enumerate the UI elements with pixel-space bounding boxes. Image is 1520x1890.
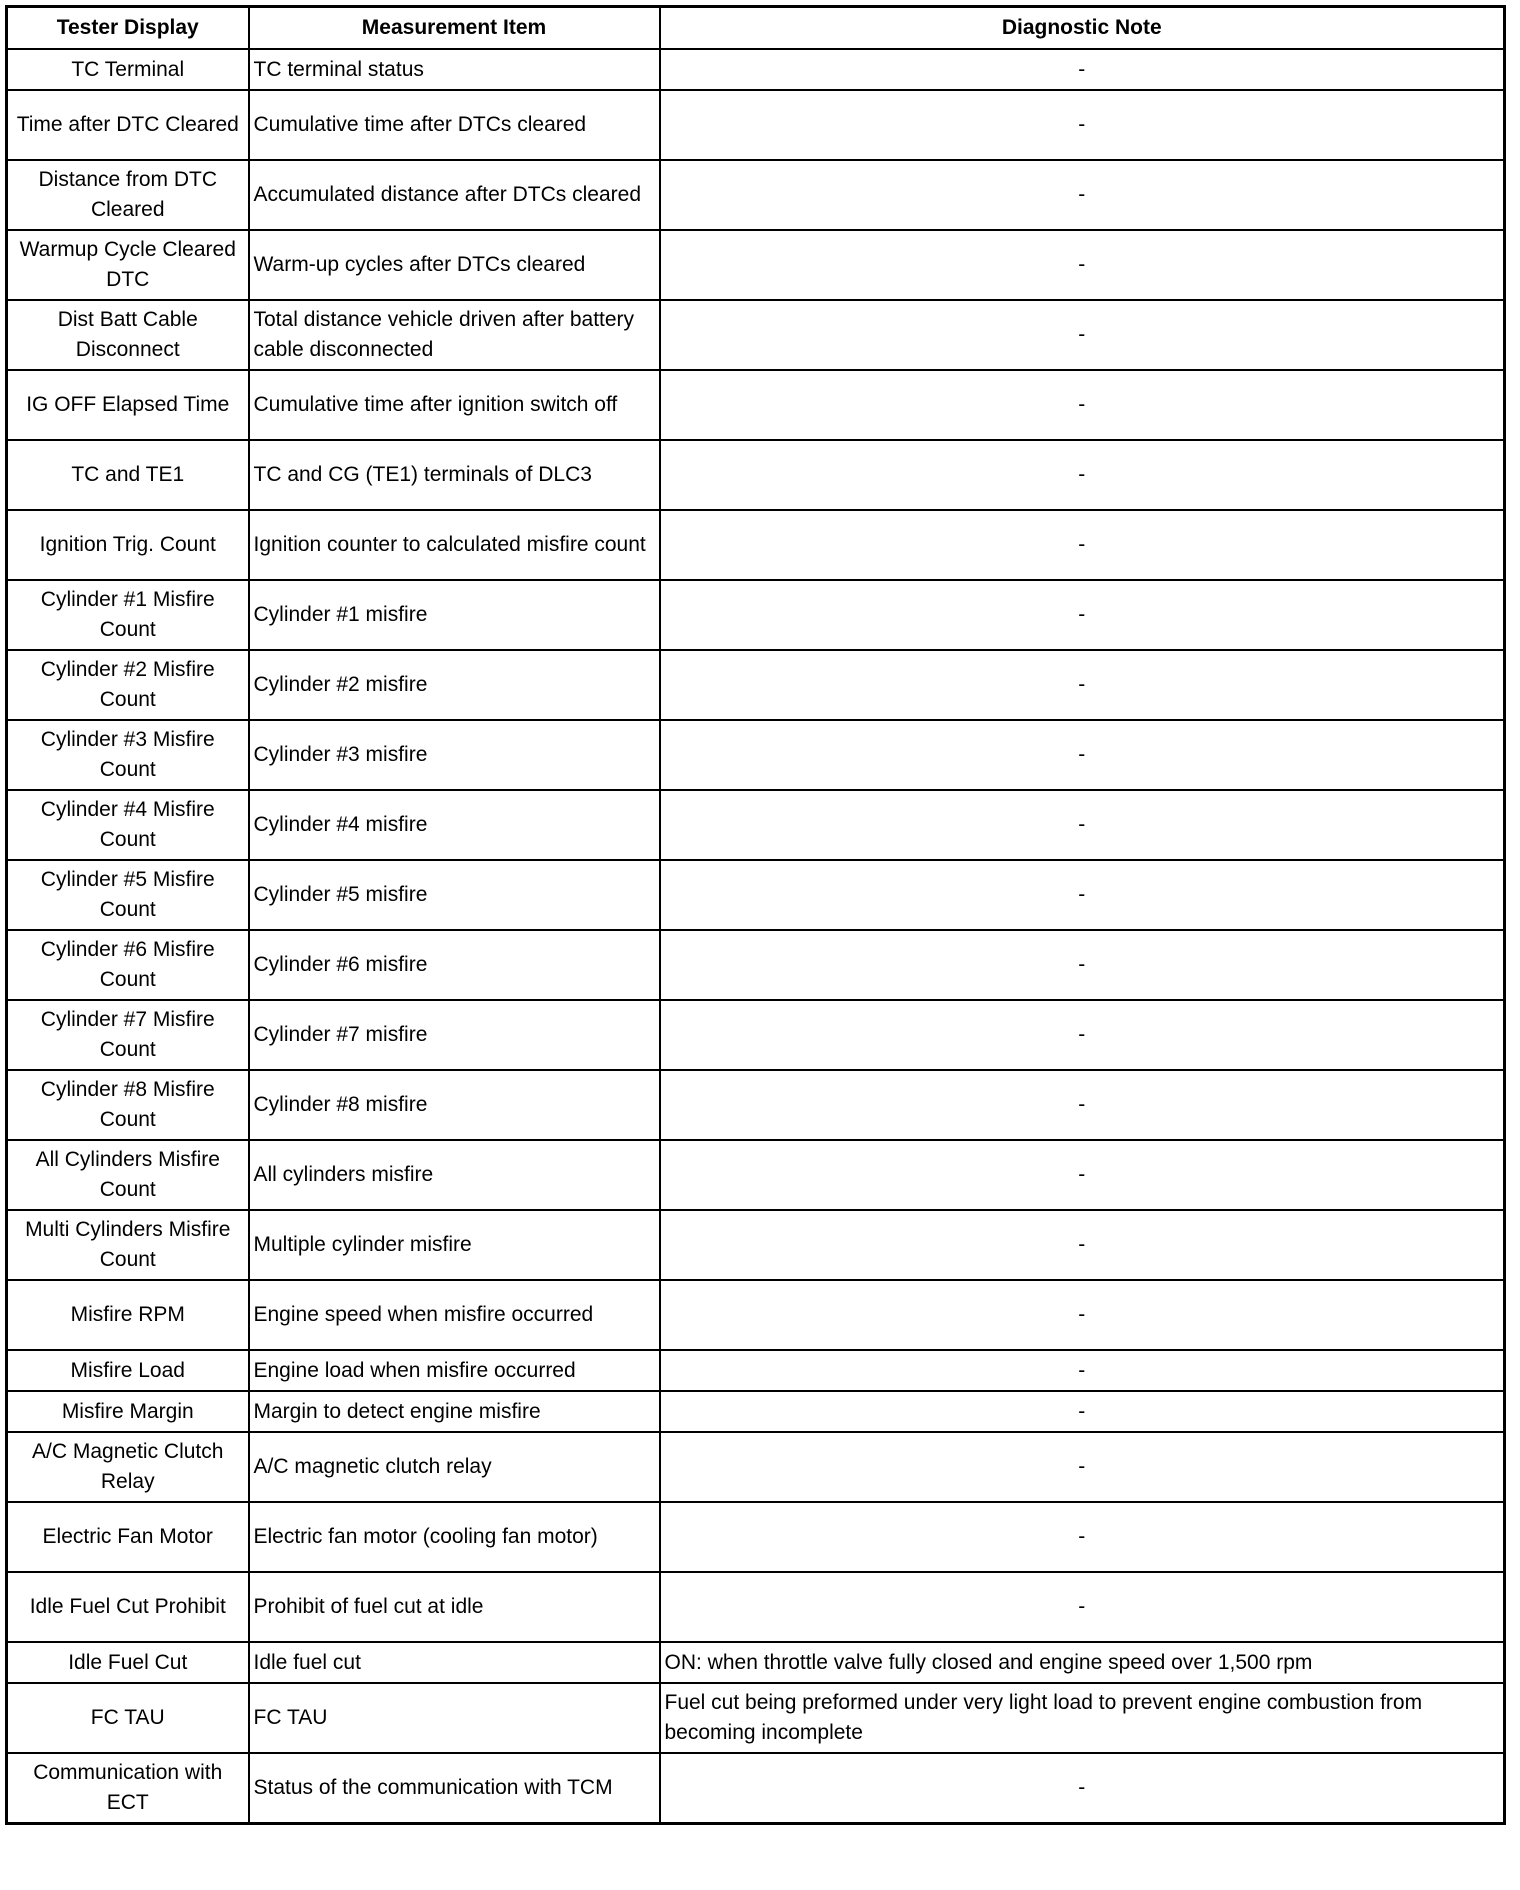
tester-display-cell: Warmup Cycle Cleared DTC xyxy=(7,230,249,300)
diagnostic-note-cell: - xyxy=(660,1000,1505,1070)
measurement-item-cell: Cylinder #2 misfire xyxy=(249,650,660,720)
measurement-item-cell: Engine load when misfire occurred xyxy=(249,1350,660,1391)
table-row xyxy=(7,1502,1505,1572)
measurement-item-cell: Engine speed when misfire occurred xyxy=(249,1280,660,1350)
measurement-item-cell: TC and CG (TE1) terminals of DLC3 xyxy=(249,440,660,510)
diagnostic-data-table xyxy=(5,5,1506,1825)
diagnostic-note-cell: - xyxy=(660,370,1505,440)
diagnostic-note-cell: Fuel cut being preformed under very light load to prevent engine combustion from becoming incomplete xyxy=(660,1683,1505,1753)
tester-display-cell: Cylinder #3 Misfire Count xyxy=(7,720,249,790)
table-row xyxy=(7,720,1505,790)
measurement-item-cell: Accumulated distance after DTCs cleared xyxy=(249,160,660,230)
table-row xyxy=(7,1280,1505,1350)
header-diagnostic-note: Diagnostic Note xyxy=(660,7,1505,50)
tester-display-cell: Cylinder #2 Misfire Count xyxy=(7,650,249,720)
measurement-item-cell: Prohibit of fuel cut at idle xyxy=(249,1572,660,1642)
tester-display-cell: Misfire Margin xyxy=(7,1391,249,1432)
measurement-item-cell: Total distance vehicle driven after battery cable disconnected xyxy=(249,300,660,370)
tester-display-cell: IG OFF Elapsed Time xyxy=(7,370,249,440)
tester-display-cell: Electric Fan Motor xyxy=(7,1502,249,1572)
measurement-item-cell: Warm-up cycles after DTCs cleared xyxy=(249,230,660,300)
diagnostic-note-cell: - xyxy=(660,1753,1505,1824)
tester-display-cell: Cylinder #8 Misfire Count xyxy=(7,1070,249,1140)
measurement-item-cell: Status of the communication with TCM xyxy=(249,1753,660,1824)
tester-display-cell: Communication with ECT xyxy=(7,1753,249,1824)
diagnostic-note-cell: - xyxy=(660,1210,1505,1280)
measurement-item-cell: Cylinder #4 misfire xyxy=(249,790,660,860)
tester-display-cell: TC Terminal xyxy=(7,49,249,90)
measurement-item-cell: TC terminal status xyxy=(249,49,660,90)
table-row xyxy=(7,370,1505,440)
table-row xyxy=(7,1391,1505,1432)
diagnostic-note-cell: - xyxy=(660,1280,1505,1350)
measurement-item-cell: FC TAU xyxy=(249,1683,660,1753)
diagnostic-note-cell: - xyxy=(660,860,1505,930)
table-row xyxy=(7,930,1505,1000)
table-row xyxy=(7,510,1505,580)
tester-display-cell: All Cylinders Misfire Count xyxy=(7,1140,249,1210)
tester-display-cell: Idle Fuel Cut xyxy=(7,1642,249,1683)
diagnostic-note-cell: - xyxy=(660,300,1505,370)
tester-display-cell: Idle Fuel Cut Prohibit xyxy=(7,1572,249,1642)
table-row xyxy=(7,790,1505,860)
tester-display-cell: Distance from DTC Cleared xyxy=(7,160,249,230)
diagnostic-note-cell: - xyxy=(660,930,1505,1000)
diagnostic-note-cell: - xyxy=(660,1572,1505,1642)
table-row xyxy=(7,860,1505,930)
table-row xyxy=(7,49,1505,90)
table-row xyxy=(7,160,1505,230)
tester-display-cell: Cylinder #1 Misfire Count xyxy=(7,580,249,650)
diagnostic-note-cell: ON: when throttle valve fully closed and engine speed over 1,500 rpm xyxy=(660,1642,1505,1683)
table-row xyxy=(7,1753,1505,1824)
diagnostic-note-cell: - xyxy=(660,790,1505,860)
table-row xyxy=(7,650,1505,720)
tester-display-cell: Misfire Load xyxy=(7,1350,249,1391)
table-row xyxy=(7,1683,1505,1753)
table-row xyxy=(7,230,1505,300)
tester-display-cell: Multi Cylinders Misfire Count xyxy=(7,1210,249,1280)
table-row xyxy=(7,1000,1505,1070)
table-row xyxy=(7,90,1505,160)
measurement-item-cell: Ignition counter to calculated misfire count xyxy=(249,510,660,580)
tester-display-cell: Misfire RPM xyxy=(7,1280,249,1350)
measurement-item-cell: Cumulative time after ignition switch off xyxy=(249,370,660,440)
table-row xyxy=(7,1572,1505,1642)
header-row xyxy=(7,7,1505,50)
tester-display-cell: A/C Magnetic Clutch Relay xyxy=(7,1432,249,1502)
diagnostic-note-cell: - xyxy=(660,1391,1505,1432)
measurement-item-cell: Cylinder #7 misfire xyxy=(249,1000,660,1070)
measurement-item-cell: All cylinders misfire xyxy=(249,1140,660,1210)
table-row xyxy=(7,580,1505,650)
table-row xyxy=(7,300,1505,370)
tester-display-cell: Dist Batt Cable Disconnect xyxy=(7,300,249,370)
table-row xyxy=(7,1210,1505,1280)
measurement-item-cell: Margin to detect engine misfire xyxy=(249,1391,660,1432)
measurement-item-cell: Multiple cylinder misfire xyxy=(249,1210,660,1280)
measurement-item-cell: Electric fan motor (cooling fan motor) xyxy=(249,1502,660,1572)
diagnostic-note-cell: - xyxy=(660,440,1505,510)
measurement-item-cell: Cumulative time after DTCs cleared xyxy=(249,90,660,160)
tester-display-cell: Cylinder #5 Misfire Count xyxy=(7,860,249,930)
measurement-item-cell: Cylinder #5 misfire xyxy=(249,860,660,930)
diagnostic-note-cell: - xyxy=(660,49,1505,90)
diagnostic-note-cell: - xyxy=(660,580,1505,650)
tester-display-cell: Cylinder #4 Misfire Count xyxy=(7,790,249,860)
measurement-item-cell: A/C magnetic clutch relay xyxy=(249,1432,660,1502)
diagnostic-note-cell: - xyxy=(660,650,1505,720)
measurement-item-cell: Idle fuel cut xyxy=(249,1642,660,1683)
tester-display-cell: FC TAU xyxy=(7,1683,249,1753)
tester-display-cell: Ignition Trig. Count xyxy=(7,510,249,580)
diagnostic-note-cell: - xyxy=(660,1350,1505,1391)
diagnostic-note-cell: - xyxy=(660,510,1505,580)
diagnostic-note-cell: - xyxy=(660,1070,1505,1140)
tester-display-cell: TC and TE1 xyxy=(7,440,249,510)
table-row xyxy=(7,1350,1505,1391)
diagnostic-note-cell: - xyxy=(660,1502,1505,1572)
diagnostic-note-cell: - xyxy=(660,90,1505,160)
table-row xyxy=(7,440,1505,510)
measurement-item-cell: Cylinder #6 misfire xyxy=(249,930,660,1000)
tester-display-cell: Cylinder #6 Misfire Count xyxy=(7,930,249,1000)
tester-display-cell: Cylinder #7 Misfire Count xyxy=(7,1000,249,1070)
table-row xyxy=(7,1140,1505,1210)
measurement-item-cell: Cylinder #3 misfire xyxy=(249,720,660,790)
measurement-item-cell: Cylinder #8 misfire xyxy=(249,1070,660,1140)
diagnostic-note-cell: - xyxy=(660,160,1505,230)
table-row xyxy=(7,1432,1505,1502)
diagnostic-note-cell: - xyxy=(660,1432,1505,1502)
tester-display-cell: Time after DTC Cleared xyxy=(7,90,249,160)
table-row xyxy=(7,1642,1505,1683)
diagnostic-note-cell: - xyxy=(660,230,1505,300)
table-row xyxy=(7,1070,1505,1140)
header-tester-display: Tester Display xyxy=(7,7,249,50)
diagnostic-note-cell: - xyxy=(660,720,1505,790)
diagnostic-note-cell: - xyxy=(660,1140,1505,1210)
header-measurement-item: Measurement Item xyxy=(249,7,660,50)
measurement-item-cell: Cylinder #1 misfire xyxy=(249,580,660,650)
